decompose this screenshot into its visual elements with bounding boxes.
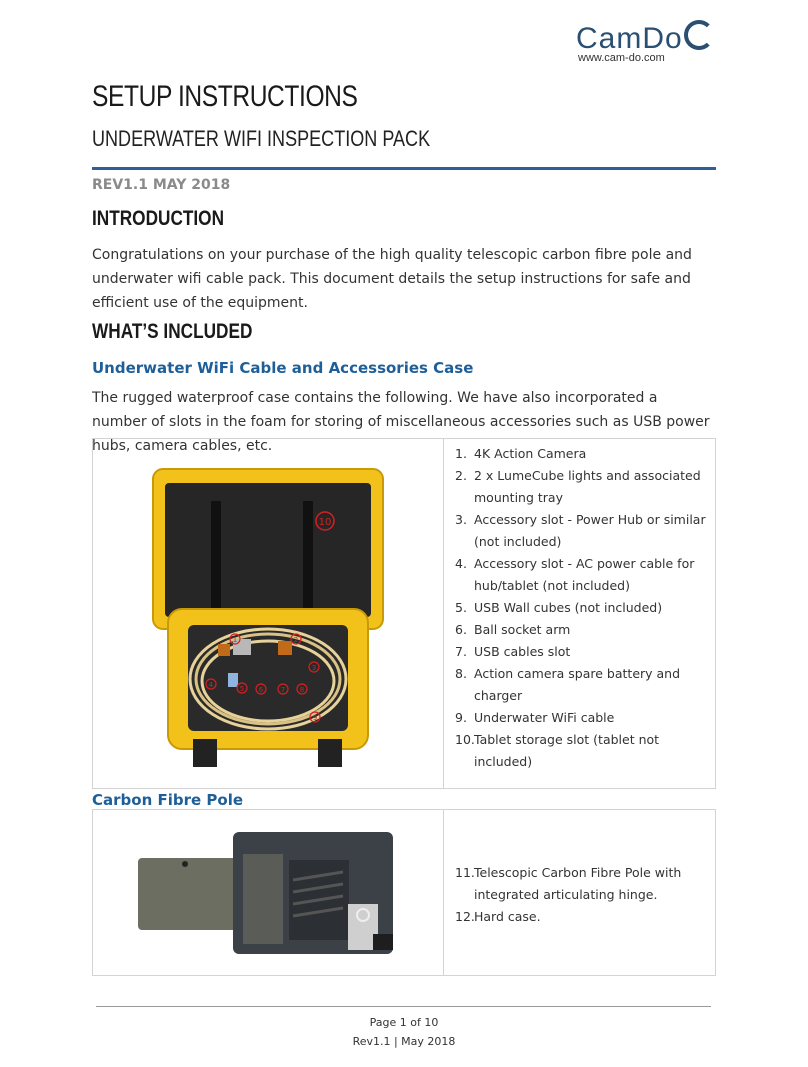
pole-table: [92, 809, 716, 976]
footer-rule: [96, 1006, 711, 1007]
case-photo-illustration: [93, 439, 443, 788]
list-item: 6. Ball socket arm: [455, 622, 571, 637]
logo-wordmark: CamDo: [576, 22, 683, 55]
case-photo: [93, 439, 443, 788]
case-table: [92, 438, 716, 789]
list-item: 9. Underwater WiFi cable: [455, 710, 615, 725]
list-item: 10. Tablet storage slot (tablet not included): [455, 732, 660, 769]
list-item: 3. Accessory slot - Power Hub or similar (not included): [455, 512, 706, 549]
logo-swirl-icon: [684, 20, 714, 50]
photo-label-5: 5: [239, 685, 245, 693]
photo-label-8: 8: [299, 686, 305, 694]
list-item: 1. 4K Action Camera: [455, 446, 587, 461]
camdo-logo: [572, 22, 722, 72]
revision-label: REV1.1 MAY 2018: [92, 177, 231, 193]
pole-photo: [93, 810, 443, 975]
pole-photo-illustration: [93, 810, 443, 975]
intro-paragraph: Congratulations on your purchase of the high quality telescopic carbon fibre pole and underwater wifi cable pack. This document details the setup instructions for safe and efficient use of the equipment.: [92, 247, 692, 311]
photo-label-1: 1: [232, 636, 238, 644]
case-items-list: [455, 443, 712, 773]
photo-label-10: 10: [318, 517, 332, 528]
title-rule: [92, 167, 716, 170]
list-item: 12. Hard case.: [455, 909, 541, 924]
page-number: Page 1 of 10: [369, 1016, 439, 1029]
list-item: 8. Action camera spare battery and charger: [455, 666, 681, 703]
list-item: 7. USB cables slot: [455, 644, 571, 659]
photo-label-3: 3: [311, 664, 317, 672]
case-paragraph: The rugged waterproof case contains the following. We have also incorporated a number of slots in the foam for storing of miscellaneous accessories such as USB power hubs, camera cables, etc.: [92, 390, 710, 454]
pole-heading: Carbon Fibre Pole: [92, 791, 244, 809]
list-item: 4. Accessory slot - AC power cable for hub/tablet (not included): [455, 556, 695, 593]
table-divider: [443, 439, 444, 788]
list-item: 5. USB Wall cubes (not included): [455, 600, 663, 615]
photo-label-7: 7: [280, 686, 286, 694]
page-subtitle: UNDERWATER WIFI INSPECTION PACK: [92, 126, 431, 151]
photo-label-6: 6: [258, 686, 264, 694]
case-heading: Underwater WiFi Cable and Accessories Case: [92, 359, 474, 377]
photo-label-4: 4: [208, 681, 214, 689]
table-divider: [443, 810, 444, 975]
logo-url: www.cam-do.com: [578, 52, 665, 64]
pole-items-list: [455, 862, 712, 928]
footer-revision: Rev1.1 | May 2018: [352, 1035, 456, 1048]
photo-label-9: 9: [312, 714, 318, 722]
list-item: 11. Telescopic Carbon Fibre Pole with integrated articulating hinge.: [455, 865, 682, 902]
photo-label-2: 2: [293, 636, 299, 644]
intro-heading: INTRODUCTION: [92, 207, 225, 230]
page-title: SETUP INSTRUCTIONS: [92, 80, 358, 113]
included-heading: WHAT’S INCLUDED: [92, 320, 253, 343]
list-item: 2. 2 x LumeCube lights and associated mounting tray: [455, 468, 701, 505]
